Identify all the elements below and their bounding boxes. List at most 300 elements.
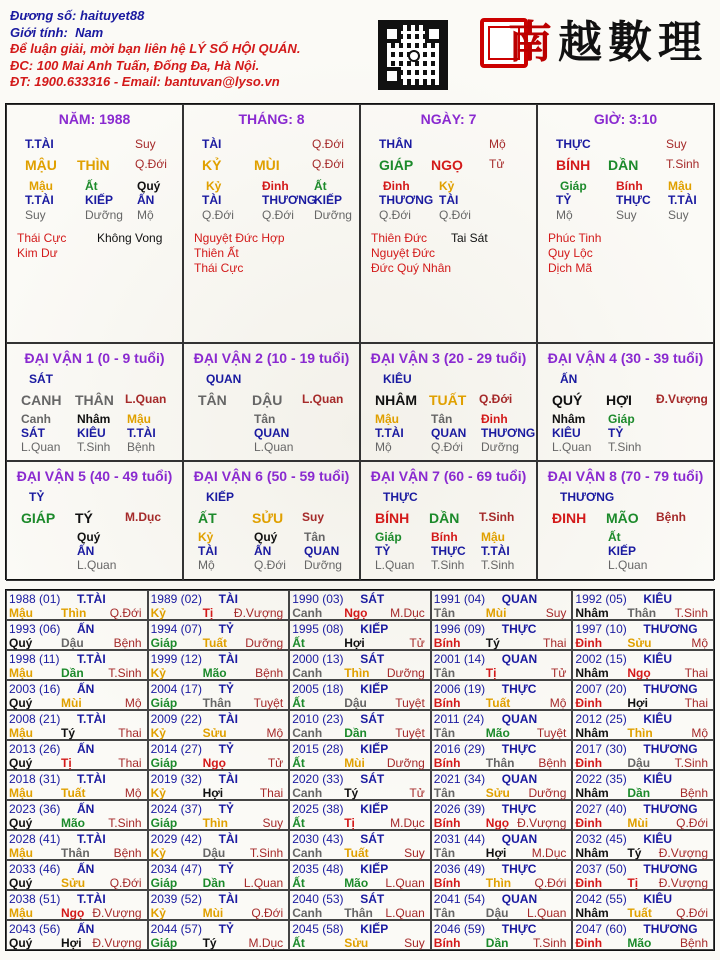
- year-cell: [148, 590, 290, 620]
- year-chi: Thân: [627, 606, 657, 620]
- year-label: 2041 (54): [433, 892, 486, 906]
- dai-van-chi: HỢI: [606, 392, 632, 408]
- year-can: Nhâm: [575, 606, 609, 620]
- year-label: 2031 (44): [433, 832, 486, 846]
- year-label: 2010 (23): [292, 712, 344, 726]
- year-state: L.Quan: [385, 876, 425, 890]
- hidden-god: QUAN: [254, 426, 290, 440]
- year-chi: Tị: [61, 756, 72, 770]
- pillar-can: MẬU: [25, 157, 57, 173]
- year-label: 1994 (07): [150, 622, 202, 636]
- year-chi: Ngọ: [627, 666, 651, 680]
- hidden-state: L.Quan: [552, 440, 592, 454]
- year-chi: Mùi: [344, 756, 365, 770]
- year-label: 1997 (10): [575, 622, 627, 636]
- hidden-god: THỰC: [616, 193, 651, 207]
- year-god: TỶ: [218, 922, 234, 936]
- year-label: 2013 (26): [9, 742, 61, 756]
- year-state: Tử: [409, 786, 425, 800]
- pillar-top-state: Mộ: [489, 137, 506, 151]
- year-state: T.Sinh: [674, 606, 708, 620]
- pillar-top-state: Q.Đới: [312, 137, 344, 151]
- year-label: 2047 (60): [575, 922, 627, 936]
- hidden-god: KIẾP: [85, 193, 114, 207]
- star-left: Nguyệt Đức: [371, 246, 436, 260]
- gender-line: Giới tính: Nam: [10, 24, 104, 40]
- year-god: SÁT: [360, 832, 385, 846]
- hidden-stem: Mậu: [668, 179, 692, 193]
- year-label: 2039 (52): [150, 892, 202, 906]
- year-can: Tân: [433, 606, 456, 620]
- hidden-stem: Ất: [85, 179, 98, 193]
- year-chi: Dậu: [344, 696, 367, 710]
- year-chi: Mão: [344, 876, 369, 890]
- year-label: 2024 (37): [150, 802, 202, 816]
- year-can: Đinh: [575, 936, 603, 950]
- year-can: Giáp: [150, 936, 178, 950]
- hidden-state: Mộ: [137, 208, 154, 222]
- hidden-god: ẤN: [137, 193, 155, 207]
- dai-van-chi: TÝ: [75, 510, 93, 526]
- hidden-state: Suy: [616, 208, 637, 222]
- year-god: TÀI: [218, 712, 238, 726]
- hidden-stem: Canh: [21, 412, 51, 426]
- year-cell: [431, 830, 573, 860]
- year-chi: Tuất: [485, 696, 511, 710]
- year-label: 2026 (39): [433, 802, 486, 816]
- year-cell: [148, 860, 290, 890]
- year-can: Mậu: [9, 846, 33, 860]
- year-cell: [572, 830, 714, 860]
- hidden-god: TỶ: [556, 193, 572, 207]
- pillar-cell: [183, 104, 360, 343]
- year-chi: Tý: [61, 726, 76, 740]
- year-state: Mộ: [691, 636, 708, 650]
- year-cell: [6, 860, 148, 890]
- hidden-stem: Tân: [304, 530, 326, 544]
- year-state: Thai: [118, 726, 142, 740]
- hidden-state: Dưỡng: [85, 208, 123, 222]
- year-chi: Thìn: [344, 666, 370, 680]
- year-cell: [148, 740, 290, 770]
- year-cell: [6, 830, 148, 860]
- owner-line: Đương số: haituyet88: [10, 8, 145, 23]
- hidden-state: Q.Đới: [262, 208, 294, 222]
- pillar-chi: THÌN: [77, 157, 110, 173]
- year-state: Tuyệt: [395, 726, 425, 740]
- year-god: ẤN: [77, 742, 95, 756]
- year-state: Đ.Vượng: [92, 936, 142, 950]
- year-chi: Dậu: [202, 846, 226, 860]
- year-cell: [289, 590, 431, 620]
- hidden-state: Dưỡng: [314, 208, 352, 222]
- year-chi: Hợi: [344, 636, 365, 650]
- year-god: THỰC: [501, 802, 537, 816]
- year-can: Canh: [292, 726, 323, 740]
- year-label: 2021 (34): [433, 772, 486, 786]
- year-state: Suy: [404, 846, 425, 860]
- year-state: Thai: [118, 756, 142, 770]
- year-god: QUAN: [501, 892, 538, 906]
- year-chi: Mùi: [485, 606, 507, 620]
- year-can: Đinh: [575, 696, 603, 710]
- year-cell: [289, 680, 431, 710]
- hidden-god: SÁT: [21, 426, 45, 440]
- year-label: 2032 (45): [575, 832, 627, 846]
- year-cell: [289, 740, 431, 770]
- year-god: ẤN: [77, 682, 95, 696]
- year-can: Đinh: [575, 636, 603, 650]
- year-can: Canh: [292, 846, 323, 860]
- year-god: TỶ: [218, 862, 234, 876]
- dai-van-cell: [183, 343, 360, 461]
- hidden-stem: Quý: [77, 530, 101, 544]
- dai-van-god: TỶ: [29, 490, 45, 504]
- dai-van-title: ĐẠI VẬN 4 (30 - 39 tuổi): [547, 350, 704, 366]
- year-state: Suy: [262, 816, 284, 830]
- year-cell: [148, 920, 290, 950]
- year-cell: [572, 710, 714, 740]
- year-god: TÀI: [218, 592, 238, 606]
- year-state: Bệnh: [679, 936, 708, 950]
- hidden-stem: Mậu: [481, 530, 505, 544]
- year-cell: [572, 590, 714, 620]
- hidden-god: T.TÀI: [127, 426, 156, 440]
- year-chi: Ngọ: [485, 816, 510, 830]
- year-can: Nhâm: [575, 906, 609, 920]
- star-left: Thái Cực: [17, 231, 67, 245]
- year-state: Mộ: [266, 726, 284, 740]
- year-god: KIẾP: [360, 802, 389, 816]
- dai-van-title: ĐẠI VẬN 7 (60 - 69 tuổi): [370, 468, 527, 484]
- year-label: 2037 (50): [575, 862, 627, 876]
- year-label: 2017 (30): [575, 742, 627, 756]
- dai-van-can: ĐINH: [552, 510, 587, 526]
- year-cell: [289, 620, 431, 650]
- year-chi: Dậu: [485, 906, 509, 920]
- year-label: 2046 (59): [433, 922, 486, 936]
- dai-van-cell: [360, 461, 537, 581]
- year-cell: [148, 890, 290, 920]
- year-cell: [148, 680, 290, 710]
- hidden-state: Suy: [25, 208, 46, 222]
- year-god: THỰC: [501, 862, 537, 876]
- hidden-stem: Tân: [254, 412, 276, 426]
- year-chi: Mùi: [202, 906, 224, 920]
- year-state: Suy: [545, 606, 567, 620]
- year-can: Kỷ: [150, 666, 166, 680]
- year-can: Mậu: [9, 726, 33, 740]
- contact-line-1: Để luận giải, mời bạn liên hệ LÝ SỐ HỘI QUÁN.: [10, 41, 301, 56]
- year-cell: [6, 650, 148, 680]
- hidden-god: TỶ: [608, 426, 624, 440]
- year-god: ẤN: [77, 922, 95, 936]
- hidden-god: KIẾP: [314, 193, 343, 207]
- year-cell: [6, 920, 148, 950]
- dai-van-cell: [537, 343, 714, 461]
- year-god: KIÊU: [643, 832, 673, 846]
- year-chi: Dậu: [627, 756, 651, 770]
- year-state: Mộ: [549, 696, 567, 710]
- pillar-chi-state: Tử: [489, 157, 505, 171]
- year-god: KIẾP: [360, 622, 389, 636]
- year-chi: Tuất: [202, 636, 228, 650]
- year-state: Đ.Vượng: [233, 606, 284, 620]
- year-chi: Tuất: [344, 846, 369, 860]
- hidden-state: Mộ: [198, 558, 215, 572]
- year-label: 2006 (19): [433, 682, 486, 696]
- year-label: 2012 (25): [575, 712, 627, 726]
- star-right: Tai Sát: [451, 231, 488, 245]
- year-cell: [6, 590, 148, 620]
- year-can: Bính: [433, 936, 461, 950]
- dai-van-god: SÁT: [29, 372, 53, 386]
- hidden-god: T.TÀI: [375, 426, 404, 440]
- hidden-stem: Bính: [616, 179, 643, 193]
- year-can: Ất: [292, 696, 305, 710]
- dai-van-can: QUÝ: [552, 392, 583, 408]
- dai-van-chi: SỬU: [252, 510, 284, 526]
- year-chi: Hợi: [485, 846, 507, 860]
- hidden-god: T.TÀI: [25, 193, 54, 207]
- year-chi: Tuất: [627, 906, 652, 920]
- year-can: Quý: [9, 636, 33, 650]
- year-god: ẤN: [77, 862, 95, 876]
- year-can: Kỷ: [150, 606, 166, 620]
- year-label: 1989 (02): [150, 592, 202, 606]
- year-state: Q.Đới: [109, 606, 142, 620]
- year-god: THƯƠNG: [643, 802, 698, 816]
- year-chi: Thân: [61, 846, 90, 860]
- year-label: 2005 (18): [292, 682, 344, 696]
- pillar-can: KỶ: [202, 157, 222, 173]
- year-god: THỰC: [501, 622, 537, 636]
- dai-van-title: ĐẠI VẬN 5 (40 - 49 tuổi): [16, 468, 173, 484]
- year-chi: Dần: [627, 786, 651, 800]
- year-chi: Mão: [485, 726, 510, 740]
- hidden-stem: Quý: [254, 530, 278, 544]
- pillar-top-god: THÂN: [379, 137, 413, 151]
- year-state: Mộ: [124, 696, 142, 710]
- hidden-stem: Mậu: [29, 179, 53, 193]
- dai-van-state: Đ.Vượng: [656, 392, 708, 406]
- year-god: TÀI: [218, 772, 238, 786]
- pillar-top-god: THỰC: [556, 137, 591, 151]
- year-state: Bệnh: [538, 756, 567, 770]
- year-can: Kỷ: [150, 906, 166, 920]
- year-chi: Sửu: [344, 936, 369, 950]
- year-label: 2034 (47): [150, 862, 202, 876]
- pillar-title: NGÀY: 7: [420, 111, 477, 127]
- year-cell: [148, 830, 290, 860]
- year-cell: [572, 800, 714, 830]
- year-label: 2014 (27): [150, 742, 202, 756]
- pillar-chi-state: Q.Đới: [135, 157, 167, 171]
- pillar-title: GIỜ: 3:10: [593, 111, 658, 127]
- year-can: Nhâm: [575, 666, 609, 680]
- year-label: 2004 (17): [150, 682, 202, 696]
- year-chi: Mão: [202, 666, 227, 680]
- pillar-chi: NGỌ: [431, 157, 463, 173]
- year-chi: Dần: [61, 666, 84, 680]
- dai-van-cell: [183, 461, 360, 581]
- year-cell: [572, 860, 714, 890]
- year-god: TỶ: [218, 682, 234, 696]
- year-chi: Sửu: [485, 786, 510, 800]
- year-chi: Mão: [61, 816, 85, 830]
- year-can: Bính: [433, 816, 461, 830]
- hidden-stem: Giáp: [608, 412, 635, 426]
- year-label: 2020 (33): [292, 772, 344, 786]
- dai-van-can: BÍNH: [375, 510, 410, 526]
- hidden-god: T.TÀI: [668, 193, 697, 207]
- year-chi: Ngọ: [202, 756, 226, 770]
- year-can: Giáp: [150, 816, 178, 830]
- year-can: Mậu: [9, 606, 33, 620]
- year-can: Nhâm: [575, 726, 609, 740]
- hidden-stem: Kỷ: [198, 530, 214, 544]
- year-god: TÀI: [218, 892, 238, 906]
- year-god: KIÊU: [643, 772, 673, 786]
- hidden-state: Q.Đới: [431, 440, 463, 454]
- year-can: Quý: [9, 696, 33, 710]
- year-god: TỶ: [218, 802, 234, 816]
- year-can: Đinh: [575, 756, 603, 770]
- hidden-state: Dưỡng: [481, 440, 519, 454]
- year-label: 2011 (24): [433, 712, 485, 726]
- hidden-god: TÀI: [198, 544, 218, 558]
- pillars-grid: [5, 103, 715, 580]
- year-cell: [431, 920, 573, 950]
- year-cell: [289, 650, 431, 680]
- year-state: Bệnh: [113, 636, 142, 650]
- year-god: QUAN: [501, 772, 538, 786]
- year-can: Nhâm: [575, 846, 609, 860]
- year-cell: [148, 800, 290, 830]
- year-label: 1998 (11): [9, 652, 60, 666]
- year-god: KIÊU: [643, 892, 673, 906]
- year-god: THỰC: [501, 682, 537, 696]
- year-state: T.Sinh: [674, 756, 708, 770]
- dai-van-chi: DẬU: [252, 392, 283, 408]
- star-left: Thiên Ất: [194, 246, 239, 260]
- year-label: 2025 (38): [292, 802, 344, 816]
- hidden-stem: Bính: [431, 530, 458, 544]
- year-can: Bính: [433, 636, 461, 650]
- year-cell: [572, 650, 714, 680]
- dai-van-state: T.Sinh: [479, 510, 515, 524]
- year-chi: Thìn: [61, 606, 87, 620]
- year-state: Dưỡng: [245, 636, 284, 650]
- year-state: Đ.Vượng: [658, 846, 708, 860]
- year-can: Mậu: [9, 666, 33, 680]
- year-state: M.Dục: [390, 606, 425, 620]
- star-left: Đức Quý Nhân: [371, 261, 452, 275]
- year-cell: [6, 800, 148, 830]
- year-label: 2007 (20): [575, 682, 627, 696]
- year-chi: Mão: [627, 936, 652, 950]
- year-label: 2030 (43): [292, 832, 344, 846]
- year-god: T.TÀI: [77, 832, 106, 846]
- brand-logo-text: 南越數理: [508, 17, 708, 68]
- hidden-state: Q.Đới: [439, 208, 471, 222]
- year-god: T.TÀI: [77, 892, 106, 906]
- year-god: QUAN: [501, 592, 538, 606]
- hidden-stem: Nhâm: [77, 412, 111, 426]
- hidden-god: T.TÀI: [481, 544, 510, 558]
- year-label: 2015 (28): [292, 742, 344, 756]
- hidden-state: Suy: [668, 208, 689, 222]
- year-chi: Thân: [344, 906, 373, 920]
- pillar-top-state: Suy: [135, 137, 156, 151]
- year-state: Tuyệt: [395, 696, 425, 710]
- pillar-can: BÍNH: [556, 157, 591, 173]
- hidden-god: QUAN: [304, 544, 340, 558]
- dai-van-title: ĐẠI VẬN 8 (70 - 79 tuổi): [547, 468, 704, 484]
- dai-van-title: ĐẠI VẬN 3 (20 - 29 tuổi): [370, 350, 527, 366]
- year-cell: [431, 650, 573, 680]
- star-left: Thái Cực: [194, 261, 244, 275]
- dai-van-state: M.Dục: [125, 510, 161, 524]
- year-cell: [572, 890, 714, 920]
- year-god: KIÊU: [643, 592, 673, 606]
- dai-van-state: Bệnh: [656, 510, 686, 524]
- year-state: Đ.Vượng: [658, 876, 708, 890]
- year-god: T.TÀI: [77, 712, 106, 726]
- hidden-god: KIÊU: [552, 426, 581, 440]
- year-label: 2001 (14): [433, 652, 486, 666]
- yearly-luck-table: [5, 589, 715, 951]
- hidden-state: T.Sinh: [77, 440, 111, 454]
- year-can: Giáp: [150, 876, 178, 890]
- year-state: Bệnh: [255, 666, 284, 680]
- year-god: TỶ: [218, 742, 234, 756]
- pillar-top-state: Suy: [666, 137, 687, 151]
- year-cell: [6, 890, 148, 920]
- year-can: Ất: [292, 816, 305, 830]
- dai-van-state: Q.Đới: [479, 392, 513, 406]
- year-chi: Tị: [202, 606, 214, 620]
- year-god: ẤN: [77, 802, 95, 816]
- hidden-god: TÀI: [439, 193, 459, 207]
- year-god: SÁT: [360, 892, 385, 906]
- year-god: T.TÀI: [77, 592, 106, 606]
- year-cell: [289, 800, 431, 830]
- year-can: Tân: [433, 726, 456, 740]
- year-can: Bính: [433, 696, 461, 710]
- year-cell: [431, 800, 573, 830]
- year-label: 1992 (05): [575, 592, 627, 606]
- year-can: Canh: [292, 906, 323, 920]
- year-god: THỰC: [501, 922, 537, 936]
- year-cell: [289, 890, 431, 920]
- hidden-stem: Tân: [431, 412, 453, 426]
- year-label: 2000 (13): [292, 652, 344, 666]
- dai-van-god: THỰC: [383, 490, 418, 504]
- year-label: 2038 (51): [9, 892, 61, 906]
- dai-van-chi: DẦN: [429, 510, 460, 526]
- star-left: Phúc Tinh: [548, 231, 602, 245]
- year-chi: Sửu: [202, 726, 227, 740]
- pillar-title: THÁNG: 8: [238, 111, 305, 127]
- year-state: Q.Đới: [109, 876, 142, 890]
- year-state: Bệnh: [113, 846, 142, 860]
- star-left: Thiên Đức: [371, 231, 428, 245]
- year-label: 2043 (56): [9, 922, 61, 936]
- year-can: Giáp: [150, 756, 178, 770]
- year-label: 1999 (12): [150, 652, 202, 666]
- year-can: Canh: [292, 786, 323, 800]
